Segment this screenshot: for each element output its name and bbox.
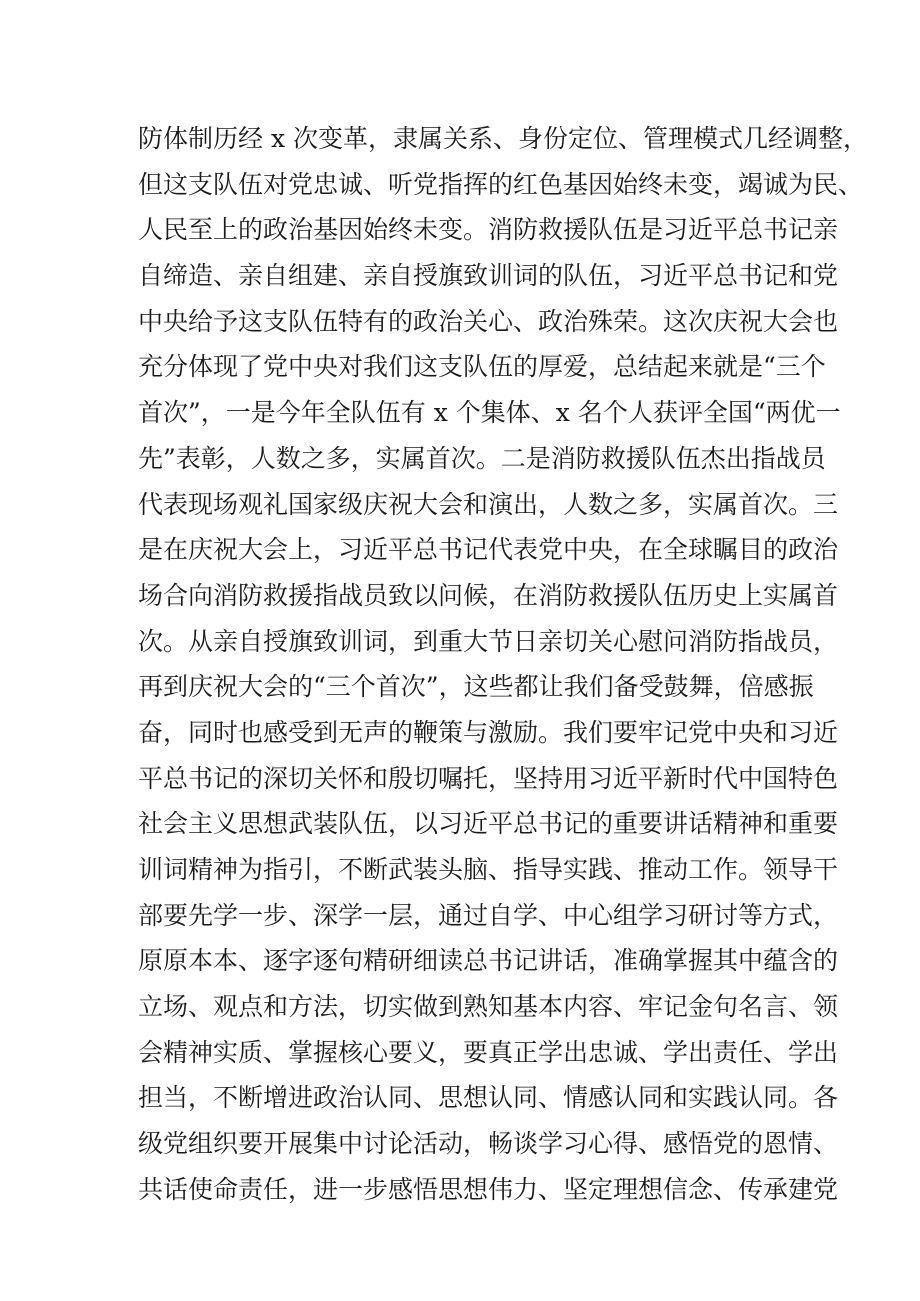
text-line-22: 担当，不断增进政治认同、思想认同、情感认同和实践认同。各 [138, 1083, 839, 1113]
text-line-4: 自缔造、亲自组建、亲自授旗致训词的队伍，习近平总书记和党 [138, 261, 839, 291]
text-line-23: 级党组织要开展集中讨论活动，畅谈学习心得、感悟党的恩情、 [138, 1129, 839, 1159]
text-line-1: 防体制历经 x 次变革，隶属关系、身份定位、管理模式几经调整， [138, 124, 868, 153]
text-line-13: 再到庆祝大会的“三个首次”，这些都让我们备受鼓舞，倍感振 [138, 672, 814, 702]
text-line-17: 训词精神为指引，不断武装头脑、指导实践、推动工作。领导干 [138, 855, 839, 884]
text-line-19: 原原本本、逐字逐句精研细读总书记讲话，准确掌握其中蕴含的 [138, 946, 839, 976]
text-line-18: 部要先学一步、深学一层，通过自学、中心组学习研讨等方式， [138, 900, 839, 930]
text-line-24: 共话使命责任，进一步感悟思想伟力、坚定理想信念、传承建党 [138, 1174, 839, 1204]
body-paragraph [138, 116, 868, 1213]
text-line-15: 平总书记的深切关怀和殷切嘱托，坚持用习近平新时代中国特色 [138, 763, 839, 793]
text-line-7: 首次”，一是今年全队伍有 x 个集体、x 名个人获评全国“两优一 [138, 398, 841, 428]
text-line-16: 社会主义思想武装队伍，以习近平总书记的重要讲话精神和重要 [138, 809, 839, 839]
text-line-2: 但这支队伍对党忠诚、听党指挥的红色基因始终未变，竭诚为民、 [138, 169, 864, 199]
text-line-6: 充分体现了党中央对我们这支队伍的厚爱，总结起来就是“三个 [138, 352, 826, 382]
text-line-8: 先”表彰，人数之多，实属首次。二是消防救援队伍杰出指战员 [138, 443, 826, 473]
text-line-5: 中央给予这支队伍特有的政治关心、政治殊荣。这次庆祝大会也 [138, 306, 839, 336]
text-line-11: 场合向消防救援指战员致以问候，在消防救援队伍历史上实属首 [138, 580, 839, 610]
text-line-14: 奋，同时也感受到无声的鞭策与激励。我们要牢记党中央和习近 [138, 717, 839, 747]
text-line-3: 人民至上的政治基因始终未变。消防救援队伍是习近平总书记亲 [138, 215, 839, 245]
text-line-12: 次。从亲自授旗致训词，到重大节日亲切关心慰问消防指战员， [138, 626, 839, 656]
text-line-21: 会精神实质、掌握核心要义，要真正学出忠诚、学出责任、学出 [138, 1037, 839, 1067]
text-line-20: 立场、观点和方法，切实做到熟知基本内容、牢记金句名言、领 [138, 992, 839, 1022]
text-line-9: 代表现场观礼国家级庆祝大会和演出，人数之多，实属首次。三 [138, 489, 839, 519]
text-line-10: 是在庆祝大会上，习近平总书记代表党中央，在全球瞩目的政治 [138, 535, 839, 565]
